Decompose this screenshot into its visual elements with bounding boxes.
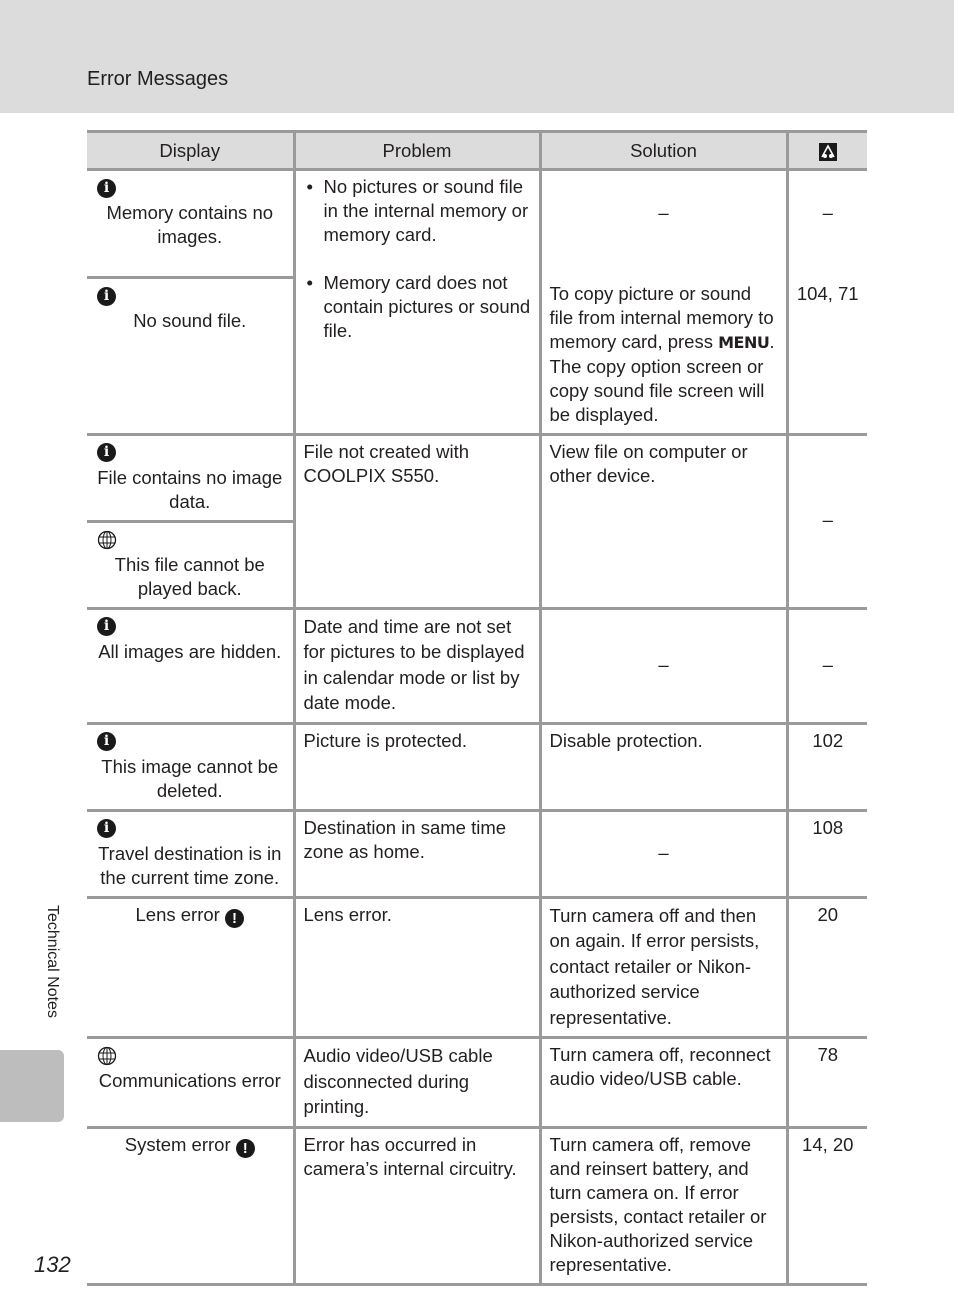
problem-cell: Date and time are not set for pictures to be displayed in calendar mode or list by date mode. [294, 608, 540, 723]
section-tab [0, 1050, 64, 1122]
display-text: Lens error [135, 903, 220, 925]
globe-mesh-icon [97, 1046, 117, 1066]
solution-cell: View file on computer or other device. [540, 434, 787, 608]
solution-cell: – [540, 608, 787, 723]
table-row [87, 608, 867, 723]
reference-cell: – [787, 608, 867, 723]
column-header-problem: Problem [294, 132, 540, 170]
problem-list [304, 175, 531, 343]
problem-cell: Destination in same time zone as home. [294, 810, 540, 897]
problem-cell: File not created with COOLPIX S550. [294, 434, 540, 608]
display-text: No sound file. [133, 310, 247, 331]
problem-cell: Error has occurred in camera’s internal circuitry. [294, 1127, 540, 1284]
problem-item: • Memory card does not contain pictures or sound file. [304, 271, 531, 343]
display-cell [87, 1038, 294, 1128]
display-cell [87, 170, 294, 278]
solution-cell: – [540, 170, 787, 278]
menu-button-glyph: MENU [718, 332, 770, 352]
display-text: Communications error [98, 1070, 281, 1091]
error-messages-table [87, 130, 867, 1286]
display-text: Memory contains no images. [106, 202, 274, 247]
solution-cell: Disable protection. [540, 723, 787, 810]
reference-cell: 14, 20 [787, 1127, 867, 1284]
table-row [87, 1127, 867, 1284]
problem-item: • No pictures or sound file in the internal memory or memory card. [304, 175, 531, 247]
info-icon: i [97, 819, 116, 838]
display-text: Travel destination is in the current time zone. [98, 842, 282, 888]
table-row [87, 170, 867, 278]
display-text: This file cannot be played back. [114, 553, 265, 599]
reference-cell: – [787, 434, 867, 608]
table-row [87, 723, 867, 810]
solution-cell: Turn camera off, remove and reinsert battery, and turn camera on. If error persists, contact retailer or Nikon-authorized service representative. [540, 1127, 787, 1284]
header-band [0, 0, 954, 113]
globe-mesh-icon [97, 530, 117, 550]
solution-cell: – [540, 810, 787, 897]
problem-cell: Audio video/USB cable disconnected during printing. [294, 1038, 540, 1128]
solution-cell: Turn camera off and then on again. If error persists, contact retailer or Nikon-authorized service representative. [540, 897, 787, 1038]
info-icon: i [97, 443, 116, 462]
reference-cell: 20 [787, 897, 867, 1038]
display-text: This image cannot be deleted. [101, 755, 279, 801]
display-cell [87, 723, 294, 810]
column-header-solution: Solution [540, 132, 787, 170]
display-cell [87, 810, 294, 897]
info-icon: i [97, 732, 116, 751]
column-header-reference [787, 132, 867, 170]
display-cell [87, 434, 294, 521]
reference-cell: – [787, 170, 867, 278]
display-text: System error [124, 1133, 231, 1155]
table-row [87, 810, 867, 897]
reference-cell: 108 [787, 810, 867, 897]
display-text: File contains no image data. [97, 466, 283, 512]
display-cell [87, 521, 294, 608]
reference-cell: 78 [787, 1038, 867, 1128]
table-header-row [87, 132, 867, 170]
reference-cell: 104, 71 [787, 278, 867, 435]
display-cell [87, 278, 294, 435]
column-header-display: Display [87, 132, 294, 170]
table-row [87, 434, 867, 521]
info-icon: i [97, 179, 116, 198]
warning-exclamation-icon: ! [225, 909, 244, 928]
display-cell [87, 1127, 294, 1284]
problem-cell: Picture is protected. [294, 723, 540, 810]
section-title: Error Messages [87, 68, 229, 90]
info-icon: i [97, 287, 116, 306]
display-cell [87, 608, 294, 723]
book-reference-icon [818, 142, 838, 162]
table-row [87, 1038, 867, 1128]
problem-cell [294, 170, 540, 435]
reference-cell: 102 [787, 723, 867, 810]
problem-cell: Lens error. [294, 897, 540, 1038]
table-row [87, 897, 867, 1038]
display-cell [87, 897, 294, 1038]
solution-cell: To copy picture or sound file from internal memory to memory card, press MENU. The copy option screen or copy sound file screen will be displayed. [540, 278, 787, 435]
section-tab-label: Technical Notes [44, 905, 61, 1018]
warning-exclamation-icon: ! [236, 1139, 255, 1158]
page-number: 132 [34, 1252, 71, 1277]
info-icon: i [97, 617, 116, 636]
solution-cell: Turn camera off, reconnect audio video/USB cable. [540, 1038, 787, 1128]
display-text: All images are hidden. [98, 640, 282, 662]
